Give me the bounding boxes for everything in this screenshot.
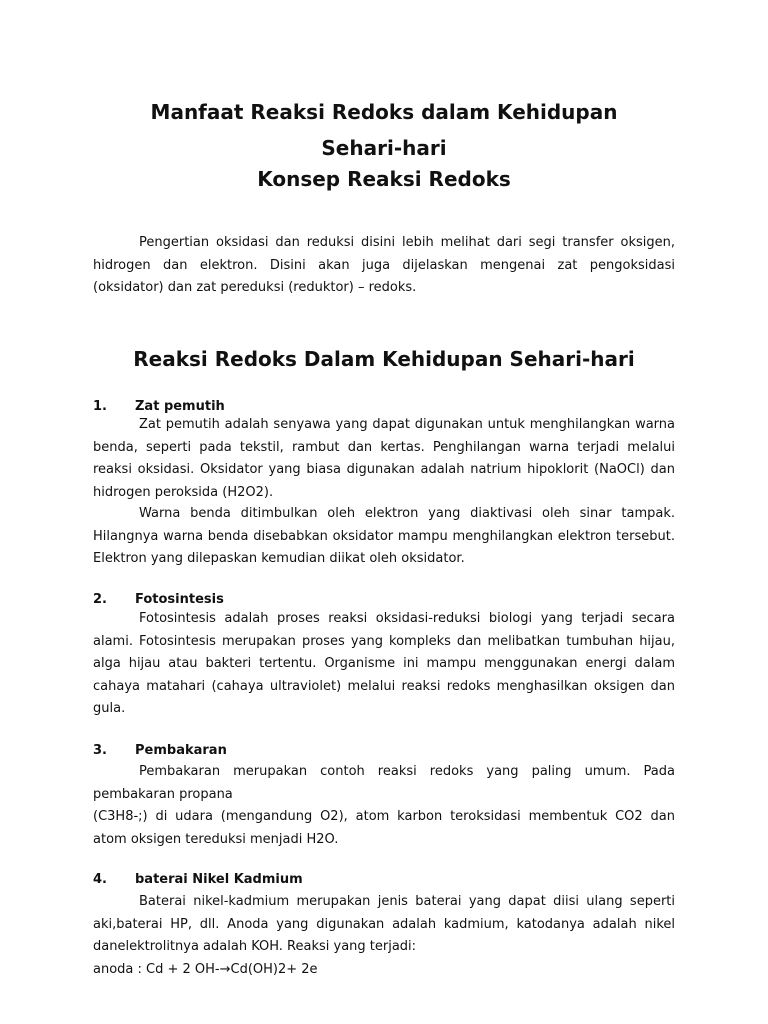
item-2-paragraph-1 [93, 608, 675, 721]
item-heading-2 [93, 590, 224, 610]
item-number-2: 2. [93, 592, 107, 607]
item-heading-text-1: Zat pemutih [135, 399, 225, 414]
item-number-3: 3. [93, 743, 107, 758]
document-title-line-1: Manfaat Reaksi Redoks dalam Kehidupan [150, 100, 618, 124]
item-heading-4 [93, 870, 303, 890]
document-subtitle: Konsep Reaksi Redoks [257, 167, 511, 191]
item-number-1: 1. [93, 399, 107, 414]
item-4-reaction: anoda : Cd + 2 OH-→Cd(OH)2+ 2e [93, 961, 318, 977]
item-number-4: 4. [93, 872, 107, 887]
intro-text: Pengertian oksidasi dan reduksi disini lebih melihat dari segi transfer oksigen, hidrogen dan elektron. Disini akan juga dijelaskan mengenai zat pengoksidasi (oksidator) dan zat pereduksi (reduktor) – redoks. [93, 235, 675, 295]
item-1-paragraph-1 [93, 414, 675, 504]
item-heading-text-3: Pembakaran [135, 743, 227, 758]
section-title: Reaksi Redoks Dalam Kehidupan Sehari-hari [133, 347, 635, 371]
item-heading-text-4: baterai Nikel Kadmium [135, 872, 303, 887]
document-title-line-2: Sehari-hari [321, 136, 447, 160]
intro-paragraph [93, 232, 675, 300]
item-3-paragraph-1-continued: (C3H8-;) di udara (mengandung O2), atom karbon teroksidasi membentuk CO2 dan atom oksigen tereduksi menjadi H2O. [93, 809, 675, 847]
item-heading-text-2: Fotosintesis [135, 592, 224, 607]
item-4-paragraph-1 [93, 891, 675, 981]
item-1-paragraph-2-text: Warna benda ditimbulkan oleh elektron yang diaktivasi oleh sinar tampak. Hilangnya warna benda disebabkan oksidator mampu menghilangkan elektron tersebut. Elektron yang dilepaskan kemudian diikat oleh oksidator. [93, 506, 675, 566]
item-4-paragraph-1-text: Baterai nikel-kadmium merupakan jenis baterai yang dapat diisi ulang seperti aki,baterai HP, dll. Anoda yang digunakan adalah kadmium, katodanya adalah nikel danelektrolitnya adalah KOH. Reaksi yang terjadi: [93, 894, 675, 954]
item-1-paragraph-1-text: Zat pemutih adalah senyawa yang dapat digunakan untuk menghilangkan warna benda, seperti pada tekstil, rambut dan kertas. Penghilangan warna terjadi melalui reaksi oksidasi. Oksidator yang biasa digunakan adalah natrium hipoklorit (NaOCl) dan hidrogen peroksida (H2O2). [93, 417, 675, 500]
item-3-paragraph-1 [93, 761, 675, 851]
item-3-paragraph-1-text: Pembakaran merupakan contoh reaksi redoks yang paling umum. Pada pembakaran propana [93, 764, 675, 802]
item-1-paragraph-2 [93, 503, 675, 571]
item-heading-3 [93, 741, 227, 761]
item-2-paragraph-1-text: Fotosintesis adalah proses reaksi oksidasi-reduksi biologi yang terjadi secara alami. Fotosintesis merupakan proses yang kompleks dan melibatkan tumbuhan hijau, alga hijau atau bakteri tertentu. Organisme ini mampu menggunakan energi dalam cahaya matahari (cahaya ultraviolet) melalui reaksi redoks menghasilkan oksigen dan gula. [93, 611, 675, 716]
